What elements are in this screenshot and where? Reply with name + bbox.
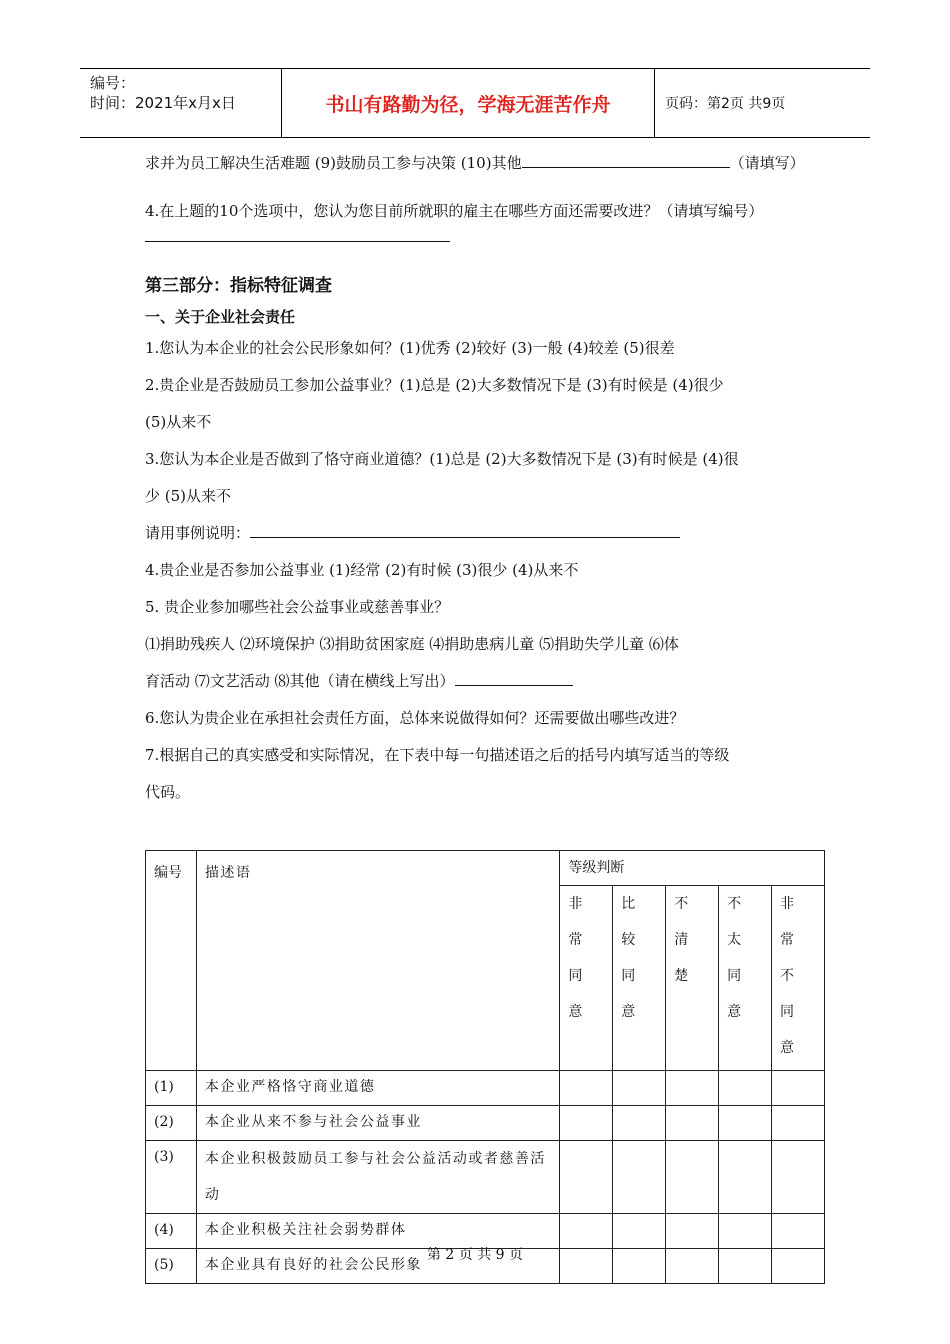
- question-5-options-line-1: ⑴捐助残疾人 ⑵环境保护 ⑶捐助贫困家庭 ⑷捐助患病儿童 ⑸捐助失学儿童 ⑹体: [145, 635, 679, 653]
- rating-table: [145, 850, 825, 1284]
- table-row: [146, 1141, 825, 1214]
- question-7-line-2: 代码。: [145, 783, 191, 801]
- question-3-line-1: 3.您认为本企业是否做到了恪守商业道德？(1)总是 (2)大多数情况下是 (3)有时候是 (4)很: [145, 450, 739, 468]
- col-group-header: 等级判断: [560, 851, 825, 886]
- row-desc: 本企业积极鼓励员工参与社会公益活动或者慈善活动: [196, 1141, 559, 1214]
- rating-cell[interactable]: [560, 1106, 613, 1141]
- fill-blank[interactable]: [522, 153, 730, 168]
- row-num: (1): [146, 1071, 197, 1106]
- row-desc: 本企业从来不参与社会公益事业: [196, 1106, 559, 1141]
- question-5-options-line-2: 育活动 ⑺文艺活动 ⑻其他（请在横线上写出）: [145, 663, 810, 700]
- row-num: (3): [146, 1141, 197, 1214]
- question-3-example: 请用事例说明：: [145, 515, 810, 552]
- rating-cell[interactable]: [772, 1141, 825, 1214]
- question-6: 6.您认为贵企业在承担社会责任方面，总体来说做得如何？还需要做出哪些改进？: [145, 709, 685, 727]
- row-desc: 本企业具有良好的社会公民形象: [196, 1249, 559, 1284]
- rating-cell[interactable]: [719, 1071, 772, 1106]
- rating-cell[interactable]: [666, 1141, 719, 1214]
- page-header: [80, 68, 870, 138]
- question-1: 1.您认为本企业的社会公民形象如何？(1)优秀 (2)较好 (3)一般 (4)较差 (5)很差: [145, 339, 675, 357]
- question-3-line-2: 少 (5)从来不: [145, 487, 232, 505]
- rating-cell[interactable]: [666, 1106, 719, 1141]
- number-label: 编号：: [90, 74, 136, 92]
- rating-strongly-disagree: 非常不同意: [772, 886, 825, 1071]
- fill-blank[interactable]: [455, 671, 573, 686]
- question-2-line-2: (5)从来不: [145, 413, 212, 431]
- fill-blank[interactable]: [250, 523, 680, 538]
- rating-cell[interactable]: [772, 1071, 825, 1106]
- col-desc-header: 描述语: [196, 851, 559, 1071]
- table-row: [146, 1071, 825, 1106]
- row-num: (4): [146, 1214, 197, 1249]
- row-num: (5): [146, 1249, 197, 1284]
- table-header-row: [146, 851, 825, 886]
- header-page-info: 页码：第2页 共9页: [665, 96, 786, 112]
- rating-cell[interactable]: [613, 1106, 666, 1141]
- part3-title: 第三部分：指标特征调查: [145, 276, 332, 296]
- header-meta: [80, 69, 281, 137]
- page-footer: 第 2 页 共 9 页: [426, 1247, 524, 1263]
- rating-cell[interactable]: [613, 1071, 666, 1106]
- row-desc: 本企业积极关注社会弱势群体: [196, 1214, 559, 1249]
- document-body: [145, 150, 810, 811]
- rating-strongly-agree: 非常同意: [560, 886, 613, 1071]
- rating-cell[interactable]: [666, 1071, 719, 1106]
- rating-disagree: 不太同意: [719, 886, 772, 1071]
- rating-agree: 比较同意: [613, 886, 666, 1071]
- rating-cell[interactable]: [772, 1106, 825, 1141]
- rating-unsure: 不清楚: [666, 886, 719, 1071]
- table-row: [146, 1106, 825, 1141]
- row-desc: 本企业严格恪守商业道德: [196, 1071, 559, 1106]
- col-num-header: 编号: [146, 851, 197, 1071]
- question-5: 5. 贵企业参加哪些社会公益事业或慈善事业？: [145, 598, 450, 616]
- rating-cell[interactable]: [613, 1141, 666, 1214]
- rating-cell[interactable]: [560, 1141, 613, 1214]
- question-4: 4.贵企业是否参加公益事业 (1)经常 (2)有时候 (3)很少 (4)从来不: [145, 561, 579, 579]
- rating-cell[interactable]: [560, 1071, 613, 1106]
- section1-title: 一、关于企业社会责任: [145, 308, 296, 326]
- rating-cell[interactable]: [719, 1141, 772, 1214]
- row-num: (2): [146, 1106, 197, 1141]
- paragraph-2: 4.在上题的10个选项中，您认为您目前所就职的雇主在哪些方面还需要改进？（请填写编号）: [145, 198, 810, 250]
- paragraph-1: 求并为员工解决生活难题 (9)鼓励员工参与决策 (10)其他 （请填写）: [145, 154, 805, 172]
- question-7-line-1: 7.根据自己的真实感受和实际情况，在下表中每一句描述语之后的括号内填写适当的等级: [145, 746, 730, 764]
- fill-blank[interactable]: [145, 227, 450, 242]
- rating-cell[interactable]: [719, 1106, 772, 1141]
- time-label: 时间：2021年x月x日: [90, 94, 236, 112]
- question-2-line-1: 2.贵企业是否鼓励员工参加公益事业？(1)总是 (2)大多数情况下是 (3)有时候是 (4)很少: [145, 376, 724, 394]
- header-motto: 书山有路勤为径，学海无涯苦作舟: [281, 69, 655, 137]
